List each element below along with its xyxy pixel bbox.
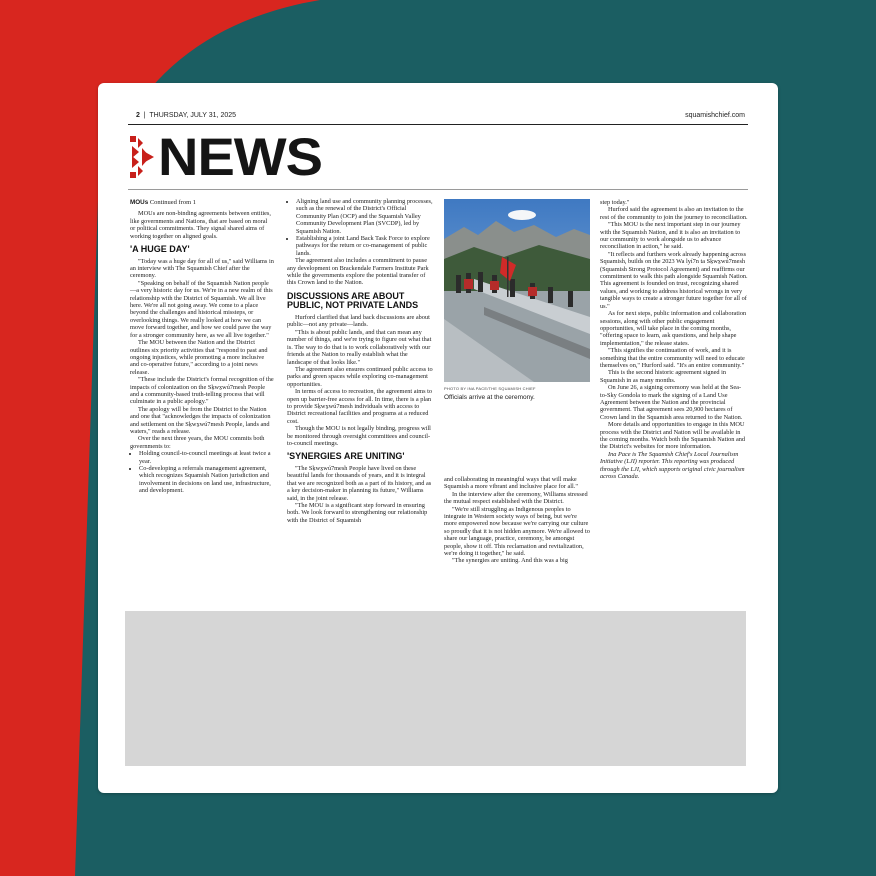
folio: 2 | THURSDAY, JULY 31, 2025 [136,112,237,119]
paragraph: Hurford clarified that land back discussions are about public—not any private—lands. [287,314,430,329]
paragraph: In the interview after the ceremony, Williams stressed the mutual respect established with the District. [444,490,588,506]
paragraph: "This signifies the continuation of work, and it is something that the entire community will need to educate themselves on," Hurford said. "It's an entire community." [600,347,745,369]
subhead: 'SYNERGIES ARE UNITING' [287,451,405,462]
column-4 [600,199,748,480]
column-1 [130,199,274,495]
site-url: squamishchief.com [685,112,745,119]
paragraph: "The Sḵwx̱wú7mesh People have lived on these beautiful lands for thousands of years, and it is integral that we are recognized both as a part of its history, and as a key decision-maker in planning its future," Williams said, in the joint release. [287,464,432,502]
list-item: • Establishing a joint Land Back Task Force to explore pathways for the return or co-management of public lands. [296,235,433,257]
paragraph: The apology will be from the District to the Nation and one that "acknowledges the impacts of colonization and settlement on the Sḵwx̱wú7mesh People, lands and waters," reads a release. [130,405,271,435]
paragraph: Though the MOU is not legally binding, progress will be monitored through oversight committees and council-to-council meetings. [287,425,431,447]
bullet-list [130,450,274,494]
list-item: • Holding council-to-council meetings at least twice a year. [139,450,274,465]
paragraph: Hurford said the agreement is also an invitation to the rest of the community to join the journey to reconciliation. [600,206,748,221]
masthead-rule [128,189,748,190]
photo-credit: PHOTO BY INA PACE/THE SQUAMISH CHIEF [444,386,536,391]
paragraph: "This MOU is the next important step in our journey with the Squamish Nation, and it is also an invitation to our community to work alongside us to advance reconciliation in action," he said. [600,221,741,251]
ceremony-photo [444,199,590,382]
paragraph: The agreement also ensures continued public access to parks and green spaces while exploring co-management opportunities. [287,365,433,388]
section-title: NEWS [158,126,322,187]
column-2 [287,199,433,524]
paragraph: In terms of access to recreation, the agreement aims to open up barrier-free access for all. In time, there is a plan to provide Sḵwx̱wú7mesh individuals with access to District recreational facilities and programs at a reduced cost. [287,388,433,425]
paragraph: "The synergies are uniting. And this was a big [452,557,568,565]
subhead: DISCUSSIONS ARE ABOUT PUBLIC, NOT PRIVATE LANDS [287,290,419,311]
paragraph: Over the next three years, the MOU commits both governments to: [130,435,265,450]
author-bio: Ina Pace is The Squamish Chief's Local Journalism Initiative (LJI) reporter. This reporting was produced through the LJI, which supports original civic journalism across Canada. [600,450,745,481]
issue-date: THURSDAY, JULY 31, 2025 [149,112,237,119]
paragraph: On June 26, a signing ceremony was held at the Sea-to-Sky Gondola to mark the signing of a Land Use Agreement between the Nation and the provincial government. That agreement sees 20,900 hectares of Crown land in the Squamish area returned to the Nation. [600,384,743,421]
photo-caption: Officials arrive at the ceremony. [444,394,535,401]
paragraph: "Today was a huge day for all of us," said Williams in an interview with The Squamish Chief after the ceremony. [130,257,274,280]
paragraph: The agreement also includes a commitment to pause any development on Brackendale Farmers Institute Park while the governments explore the potential transfer of this Crown land to the Nation. [287,257,429,287]
paragraph: "It reflects and furthers work already happening across Squamish, builds on the 2023 Wa lyí7n ta Sḵwx̱wú7mesh (Squamish Strong Protocol Agreement) and reaffirms our commitment to walk this path alongside Squamish Nation. This agreement is founded on trust, recognizing shared values, and working to address historical wrongs in very tangible ways to create a stronger future together for all of us." [600,250,748,310]
paragraph: More details and opportunities to engage in this MOU process with the District and Nation will be available in the coming months. Watch both the Squamish Nation and the District's websites for more information. [600,421,746,451]
continued-label: MOUs [130,199,149,206]
paragraph: "Speaking on behalf of the Squamish Nation people—a very historic day for us. We're in a new realm of this relationship with the District of Squamish. We all live here. We're all not going away. We come to a place beyond the challenges and historical missteps, or overlooking things. We really looked at how we can move forward together, and how we could pave the way for a stronger community here, as we all live together." [130,279,273,339]
column-3 [444,476,590,565]
paragraph: step today." [600,199,630,206]
newspaper-page [98,83,778,793]
page-number: 2 [136,112,140,119]
advertisement-placeholder [125,611,746,766]
paragraph: and collaborating in meaningful ways that will make Squamish a more vibrant and inclusive place for all." [444,476,578,491]
list-item: • Co-developing a referrals management agreement, which recognizes Squamish Nation jurisdiction and involvement in decisions on land use, infrastructure, and development. [139,465,274,495]
continued-line [130,199,274,206]
continued-text: Continued from 1 [149,199,197,206]
paragraph: As for next steps, public information and collaboration sessions, along with other public engagement opportunities, will take place in the coming months, "offering space to learn, ask questions, and help shape implementation," the release states. [600,310,747,347]
paragraph: This is the second historic agreement signed in Squamish in as many months. [600,369,727,384]
list-item: • Aligning land use and community planning processes, such as the renewal of the District's Official Community Plan (OCP) and the Squamish Valley Community Development Plan (SVCDP), led by Squamish Nation. [296,198,433,235]
paragraph: "We're still struggling as Indigenous peoples to integrate in Western society ways of being, but we're more empowered now because we're carrying our culture so proudly that it is not hidden anymore. We're allowed to share our language, practice, ceremony, be amongst people, show it off. This reclamation and revitalization, we're doing it together," he said. [444,505,590,558]
subhead: 'A HUGE DAY' [130,244,190,255]
paragraph: "These include the District's formal recognition of the impacts of colonization on the Sḵwx̱wú7mesh People and a community-based truth-telling process that will culminate in a public apology." [130,376,274,406]
section-masthead [130,126,322,187]
paragraph: The MOU between the Nation and the District outlines six priority activities that "respond to past and ongoing injustices, while promoting a more inclusive and co-operative future," according to a joint news release. [130,339,268,376]
top-rule [128,124,748,125]
squamish-pattern-chevron-icon [130,132,156,182]
bullet-list [287,198,433,257]
paragraph: "The MOU is a significant step forward in ensuring both. We look forward to strengthening our relationship with the District of Squamish [287,502,428,524]
paragraph: MOUs are non-binding agreements between entities, like governments and Nations, that are based on moral or political commitments. They signal shared aims of working together on aligned goals. [130,210,271,240]
paragraph: "This is about public lands, and that can mean any number of things, and we're trying to figure out what that is. The way to do that is to work collaboratively with our friends at the Nation to really establish what the landscape of that looks like." [287,328,432,366]
